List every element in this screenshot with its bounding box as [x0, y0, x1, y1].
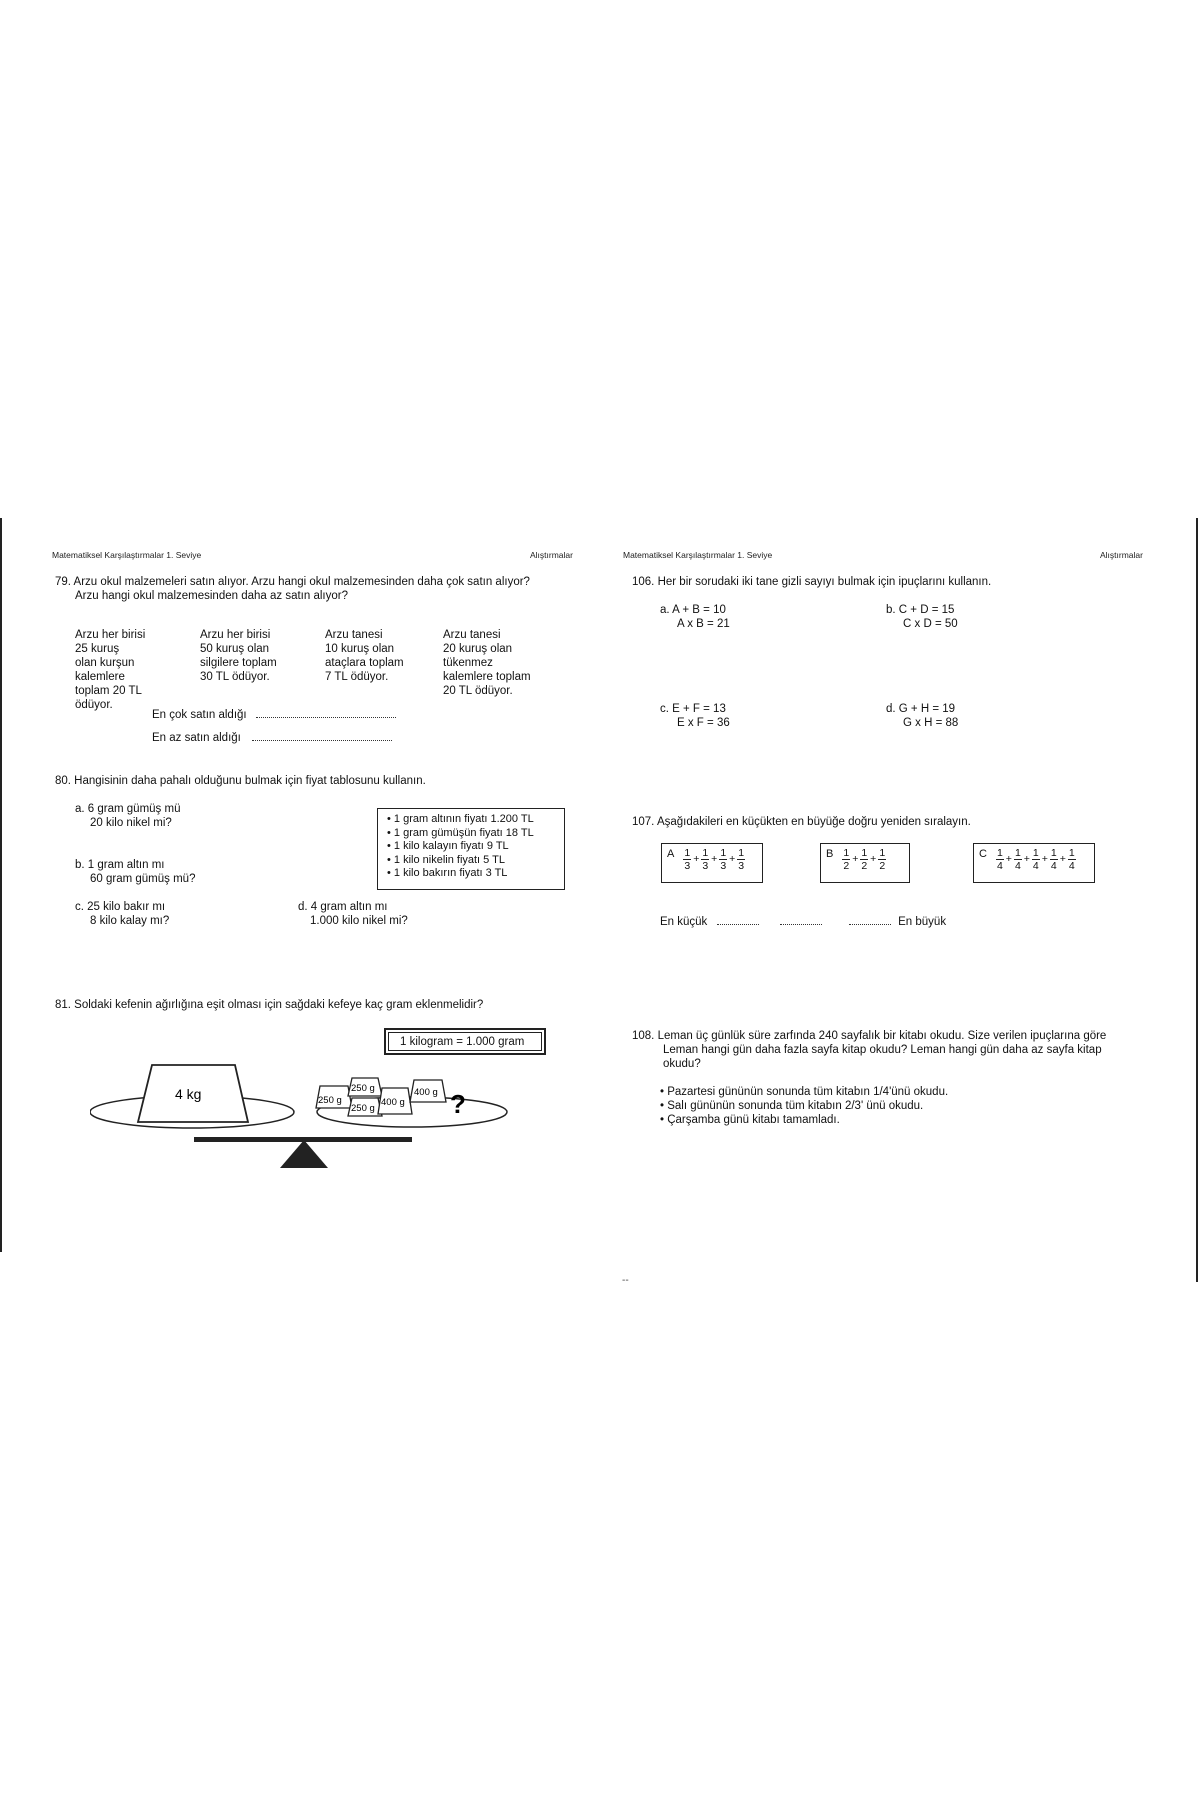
fraction — [996, 847, 1004, 872]
left-header-section: Alıştırmalar — [530, 550, 573, 560]
q79-item-pencils: Arzu her birisi 25 kuruş olan kurşun kalemlere toplam 20 TL ödüyor. — [75, 629, 146, 711]
q79-most-answer[interactable]: En çok satın aldığı — [152, 708, 396, 722]
fraction — [1068, 847, 1076, 872]
plus-sign: + — [1005, 853, 1012, 865]
q80-c-line2: 8 kilo kalay mı? — [90, 915, 170, 927]
plus-sign: + — [1041, 853, 1048, 865]
q107-order-answer[interactable] — [660, 915, 946, 929]
q108-clue-wednesday: • Çarşamba günü kitabı tamamladı. — [660, 1114, 840, 1126]
q108-clue-tuesday: • Salı gününün sonunda tüm kitabın 2/3' ünü okudu. — [660, 1100, 924, 1112]
q106-prompt: 106. Her bir sorudaki iki tane gizli sayıyı bulmak için ipuçlarını kullanın. — [632, 576, 992, 588]
plus-sign: + — [1023, 853, 1030, 865]
q107-blank-1[interactable] — [717, 916, 759, 925]
q107-box-c — [973, 843, 1095, 883]
fraction-numerator: 1 — [702, 847, 709, 859]
q107-smallest-label: En küçük — [660, 916, 708, 928]
fraction-denominator: 2 — [861, 860, 868, 872]
q79-item-pens: Arzu tanesi 20 kuruş olan tükenmez kalemlere toplam 20 TL ödüyor. — [443, 629, 531, 697]
q107-box-b-fractions — [841, 847, 887, 872]
q81-balance-scale — [90, 1040, 510, 1175]
fraction — [719, 847, 727, 872]
price-silver: • 1 gram gümüşün fiyatı 18 TL — [387, 826, 534, 839]
fraction-numerator: 1 — [843, 847, 850, 859]
fraction-denominator: 4 — [1068, 860, 1075, 872]
q79-prompt-line1: 79. Arzu okul malzemeleri satın alıyor. Arzu hangi okul malzemesinden daha çok satın alıyor? — [55, 576, 530, 588]
fraction-denominator: 4 — [1050, 860, 1057, 872]
fraction-numerator: 1 — [1050, 847, 1057, 859]
q79-least-answer[interactable]: En az satın aldığı — [152, 731, 392, 745]
q107-box-b — [820, 843, 910, 883]
weight-400-b: 400 g — [414, 1087, 438, 1098]
q107-blank-2[interactable] — [780, 916, 822, 925]
q108-prompt-line1: 108. Leman üç günlük süre zarfında 240 sayfalık bir kitabı okudu. Size verilen ipuçlarına göre — [632, 1030, 1107, 1042]
price-gold: • 1 gram altının fiyatı 1.200 TL — [387, 813, 534, 825]
fraction — [1050, 847, 1058, 872]
fraction — [1014, 847, 1022, 872]
fraction — [701, 847, 709, 872]
q106-a-sum: a. A + B = 10 — [660, 604, 726, 616]
price-tin: • 1 kilo kalayın fiyatı 9 TL — [387, 840, 509, 852]
right-header-section: Alıştırmalar — [1100, 550, 1143, 560]
q80-a-line1: a. 6 gram gümüş mü — [75, 803, 181, 815]
price-nickel: • 1 kilo nikelin fiyatı 5 TL — [387, 853, 505, 866]
fraction — [842, 847, 850, 872]
fraction-numerator: 1 — [861, 847, 868, 859]
q107-prompt: 107. Aşağıdakileri en küçükten en büyüğe doğru yeniden sıralayın. — [632, 816, 971, 828]
q108-prompt-line2: Leman hangi gün daha fazla sayfa kitap okudu? Leman hangi gün daha az sayfa kitap — [663, 1044, 1102, 1056]
fraction-denominator: 2 — [879, 860, 886, 872]
left-page-border — [0, 518, 2, 1252]
fraction-numerator: 1 — [879, 847, 886, 859]
fraction-numerator: 1 — [1032, 847, 1039, 859]
fraction-numerator: 1 — [1068, 847, 1075, 859]
q106-d-sum: d. G + H = 19 — [886, 703, 956, 715]
q81-prompt: 81. Soldaki kefenin ağırlığına eşit olması için sağdaki kefeye kaç gram eklenmelidir? — [55, 999, 484, 1011]
plus-sign: + — [852, 853, 859, 865]
q80-d-line1: d. 4 gram altın mı — [298, 901, 388, 913]
weight-250-b: 250 g — [351, 1083, 375, 1094]
fraction-denominator: 3 — [738, 860, 745, 872]
left-header-title: Matematiksel Karşılaştırmalar 1. Seviye — [52, 550, 202, 560]
right-header-title: Matematiksel Karşılaştırmalar 1. Seviye — [623, 550, 773, 560]
fraction-numerator: 1 — [684, 847, 691, 859]
q106-b-sum: b. C + D = 15 — [886, 604, 955, 616]
fraction — [1032, 847, 1040, 872]
fraction-denominator: 3 — [684, 860, 691, 872]
weight-250-a: 250 g — [318, 1095, 342, 1106]
q106-b-product: C x D = 50 — [903, 618, 958, 630]
right-page-border — [1196, 518, 1198, 1282]
fraction-denominator: 4 — [996, 860, 1003, 872]
q79-prompt-line2: Arzu hangi okul malzemesinden daha az satın alıyor? — [75, 590, 348, 602]
q107-box-b-label: B — [826, 848, 834, 860]
fraction — [878, 847, 886, 872]
fraction — [860, 847, 868, 872]
q107-blank-3[interactable] — [849, 916, 891, 925]
fraction — [737, 847, 745, 872]
fraction-denominator: 4 — [1032, 860, 1039, 872]
q80-a-line2: 20 kilo nikel mi? — [90, 817, 172, 829]
q108-prompt-line3: okudu? — [663, 1058, 701, 1070]
q107-box-c-label: C — [979, 848, 987, 860]
fraction-numerator: 1 — [720, 847, 727, 859]
price-copper: • 1 kilo bakırın fiyatı 3 TL — [387, 867, 508, 879]
q79-item-clips: Arzu tanesi 10 kuruş olan ataçlara toplam 7 TL ödüyor. — [325, 629, 404, 683]
q107-box-a — [661, 843, 763, 883]
q107-box-a-fractions — [682, 847, 746, 872]
fraction-denominator: 2 — [843, 860, 850, 872]
page-number-mark: -- — [622, 1275, 629, 1286]
weight-4kg-label: 4 kg — [175, 1086, 202, 1102]
q106-d-product: G x H = 88 — [903, 717, 959, 729]
q81-unit-note: 1 kilogram = 1.000 gram — [384, 1028, 546, 1055]
unknown-weight-mark: ? — [450, 1089, 466, 1119]
q107-largest-label: En büyük — [898, 916, 947, 928]
plus-sign: + — [870, 853, 877, 865]
fraction-denominator: 3 — [720, 860, 727, 872]
q107-box-c-fractions — [995, 847, 1077, 872]
q80-price-table — [377, 808, 565, 890]
fraction-denominator: 4 — [1014, 860, 1021, 872]
fraction-numerator: 1 — [1014, 847, 1021, 859]
plus-sign: + — [729, 853, 736, 865]
plus-sign: + — [693, 853, 700, 865]
q108-clue-monday: • Pazartesi gününün sonunda tüm kitabın 1/4'ünü okudu. — [660, 1086, 949, 1098]
weight-250-c: 250 g — [351, 1103, 375, 1114]
fraction-denominator: 3 — [702, 860, 709, 872]
q80-b-line2: 60 gram gümüş mü? — [90, 873, 196, 885]
q80-c-line1: c. 25 kilo bakır mı — [75, 901, 166, 913]
q80-d-line2: 1.000 kilo nikel mi? — [310, 915, 408, 927]
q80-prompt: 80. Hangisinin daha pahalı olduğunu bulmak için fiyat tablosunu kullanın. — [55, 775, 426, 787]
fraction-numerator: 1 — [738, 847, 745, 859]
q106-c-product: E x F = 36 — [677, 717, 730, 729]
plus-sign: + — [711, 853, 718, 865]
q79-item-erasers: Arzu her birisi 50 kuruş olan silgilere toplam 30 TL ödüyor. — [200, 629, 277, 683]
scale-fulcrum — [280, 1140, 328, 1168]
q107-box-a-label: A — [667, 848, 675, 860]
q106-a-product: A x B = 21 — [677, 618, 730, 630]
q80-b-line1: b. 1 gram altın mı — [75, 859, 165, 871]
fraction-numerator: 1 — [996, 847, 1003, 859]
weight-400-a: 400 g — [381, 1097, 405, 1108]
plus-sign: + — [1059, 853, 1066, 865]
q106-c-sum: c. E + F = 13 — [660, 703, 726, 715]
fraction — [683, 847, 691, 872]
